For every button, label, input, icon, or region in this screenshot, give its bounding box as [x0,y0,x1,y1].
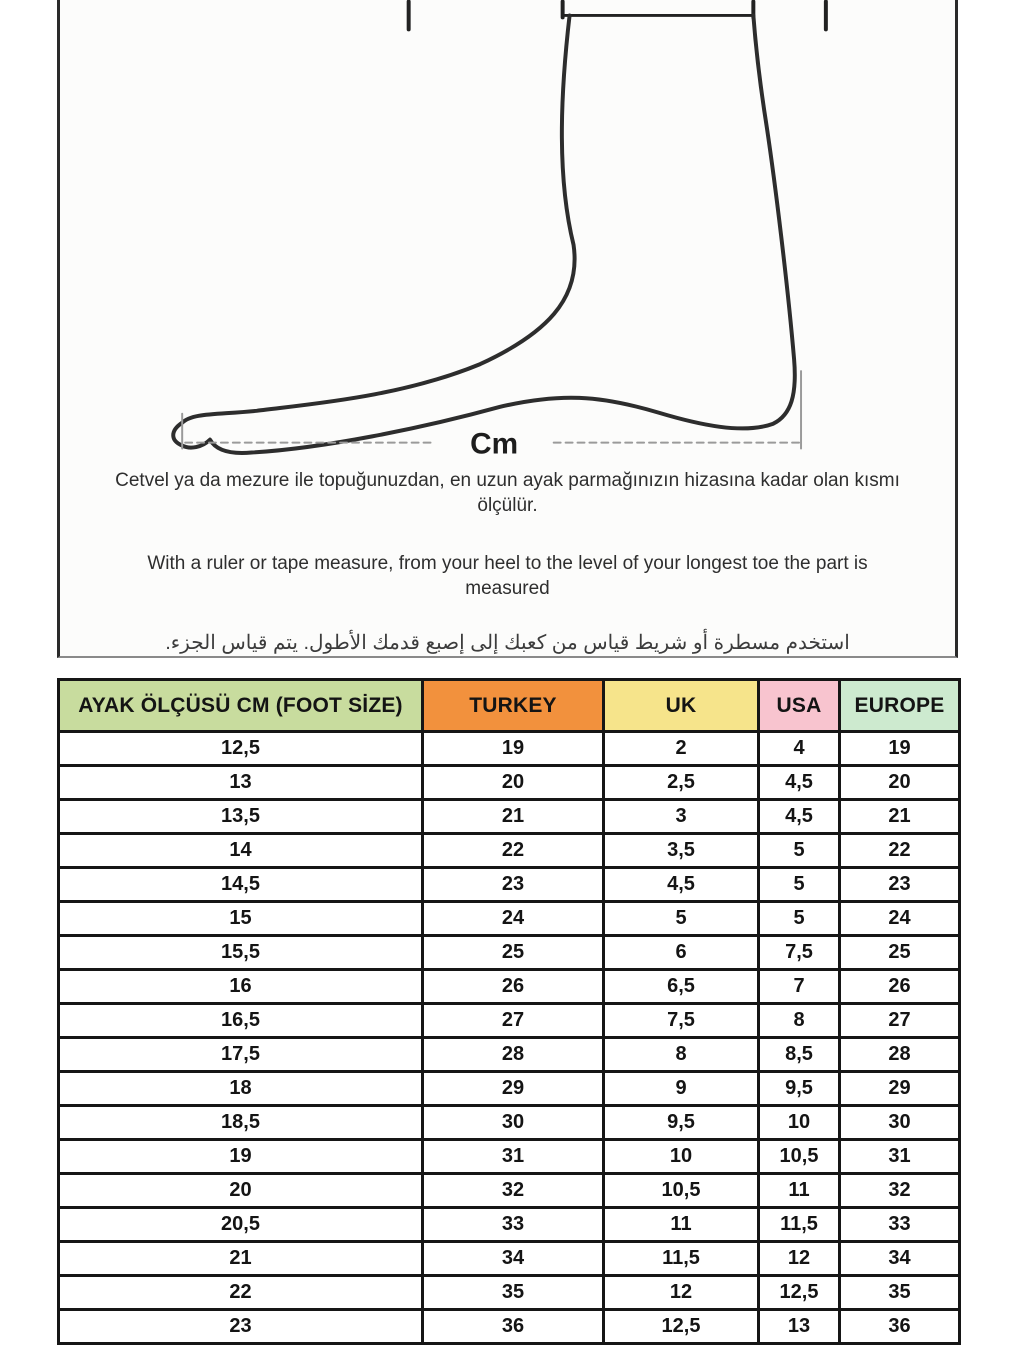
table-cell: 24 [840,902,960,936]
table-cell: 16,5 [59,1004,423,1038]
table-row [59,1072,960,1106]
table-cell: 5 [759,868,840,902]
table-cell: 35 [423,1276,604,1310]
table-cell: 12,5 [759,1276,840,1310]
table-cell: 31 [840,1140,960,1174]
table-cell: 3,5 [604,834,759,868]
table-cell: 34 [840,1242,960,1276]
column-header: EUROPE [840,680,960,732]
table-cell: 15,5 [59,936,423,970]
table-cell: 18,5 [59,1106,423,1140]
table-cell: 22 [59,1276,423,1310]
table-row [59,1174,960,1208]
table-cell: 25 [423,936,604,970]
table-cell: 2,5 [604,766,759,800]
table-cell: 27 [423,1004,604,1038]
table-cell: 3 [604,800,759,834]
table-cell: 2 [604,732,759,766]
cm-label: Cm [470,427,519,461]
table-cell: 10 [604,1140,759,1174]
table-header-row [59,680,960,732]
table-row [59,1038,960,1072]
table-row [59,970,960,1004]
table-cell: 10,5 [604,1174,759,1208]
foot-outline [173,15,795,453]
table-cell: 8 [759,1004,840,1038]
column-header: UK [604,680,759,732]
table-row [59,732,960,766]
table-row [59,1004,960,1038]
table-cell: 6,5 [604,970,759,1004]
instruction-arabic: استخدم مسطرة أو شريط قياس من كعبك إلى إصبع قدمك الأطول. يتم قياس الجزء. [165,632,850,654]
table-cell: 28 [840,1038,960,1072]
table-cell: 14,5 [59,868,423,902]
table-cell: 21 [423,800,604,834]
table-cell: 21 [59,1242,423,1276]
table-cell: 5 [759,902,840,936]
table-cell: 27 [840,1004,960,1038]
table-cell: 21 [840,800,960,834]
table-cell: 19 [59,1140,423,1174]
table-cell: 5 [604,902,759,936]
table-cell: 24 [423,902,604,936]
table-cell: 23 [423,868,604,902]
table-cell: 19 [423,732,604,766]
table-cell: 12 [604,1276,759,1310]
table-cell: 7 [759,970,840,1004]
table-cell: 20 [840,766,960,800]
table-row [59,834,960,868]
table-cell: 34 [423,1242,604,1276]
table-cell: 18 [59,1072,423,1106]
table-cell: 7,5 [604,1004,759,1038]
table-row [59,1242,960,1276]
table-cell: 9,5 [759,1072,840,1106]
table-row [59,800,960,834]
table-row [59,868,960,902]
table-cell: 13,5 [59,800,423,834]
table-cell: 4,5 [759,800,840,834]
table-row [59,902,960,936]
table-cell: 23 [840,868,960,902]
table-cell: 36 [423,1310,604,1344]
table-cell: 12,5 [59,732,423,766]
table-cell: 4,5 [759,766,840,800]
column-header: TURKEY [423,680,604,732]
table-cell: 31 [423,1140,604,1174]
column-header: USA [759,680,840,732]
instruction-turkish: Cetvel ya da mezure ile topuğunuzdan, en uzun ayak parmağınızın hizasına kadar olan kısmı ölçülür. [115,470,900,516]
table-row [59,936,960,970]
table-cell: 12,5 [604,1310,759,1344]
table-cell: 25 [840,936,960,970]
table-cell: 20 [423,766,604,800]
table-cell: 16 [59,970,423,1004]
instruction-english: With a ruler or tape measure, from your heel to the level of your longest toe the part is measured [147,553,868,599]
table-cell: 26 [840,970,960,1004]
table-cell: 20,5 [59,1208,423,1242]
table-cell: 13 [759,1310,840,1344]
table-cell: 9,5 [604,1106,759,1140]
size-chart-figure [57,0,958,658]
column-header: AYAK ÖLÇÜSÜ CM (FOOT SİZE) [59,680,423,732]
size-table [57,678,961,1345]
table-cell: 20 [59,1174,423,1208]
table-cell: 15 [59,902,423,936]
table-cell: 29 [423,1072,604,1106]
table-cell: 14 [59,834,423,868]
table-cell: 22 [840,834,960,868]
table-cell: 7,5 [759,936,840,970]
table-cell: 26 [423,970,604,1004]
table-cell: 32 [840,1174,960,1208]
table-cell: 29 [840,1072,960,1106]
foot-diagram [60,0,955,462]
table-cell: 4,5 [604,868,759,902]
table-cell: 13 [59,766,423,800]
table-row [59,1106,960,1140]
table-cell: 8,5 [759,1038,840,1072]
table-cell: 5 [759,834,840,868]
table-cell: 6 [604,936,759,970]
table-row [59,1276,960,1310]
table-row [59,1208,960,1242]
table-cell: 28 [423,1038,604,1072]
table-cell: 11,5 [759,1208,840,1242]
table-cell: 11 [604,1208,759,1242]
table-cell: 17,5 [59,1038,423,1072]
table-cell: 12 [759,1242,840,1276]
table-cell: 30 [840,1106,960,1140]
table-cell: 10,5 [759,1140,840,1174]
table-cell: 30 [423,1106,604,1140]
table-cell: 23 [59,1310,423,1344]
table-cell: 32 [423,1174,604,1208]
table-cell: 11,5 [604,1242,759,1276]
table-cell: 11 [759,1174,840,1208]
table-cell: 33 [423,1208,604,1242]
table-cell: 22 [423,834,604,868]
table-row [59,1140,960,1174]
table-cell: 33 [840,1208,960,1242]
table-cell: 8 [604,1038,759,1072]
table-row [59,766,960,800]
table-cell: 9 [604,1072,759,1106]
table-cell: 36 [840,1310,960,1344]
table-cell: 10 [759,1106,840,1140]
table-cell: 35 [840,1276,960,1310]
table-cell: 19 [840,732,960,766]
table-cell: 4 [759,732,840,766]
table-row [59,1310,960,1344]
